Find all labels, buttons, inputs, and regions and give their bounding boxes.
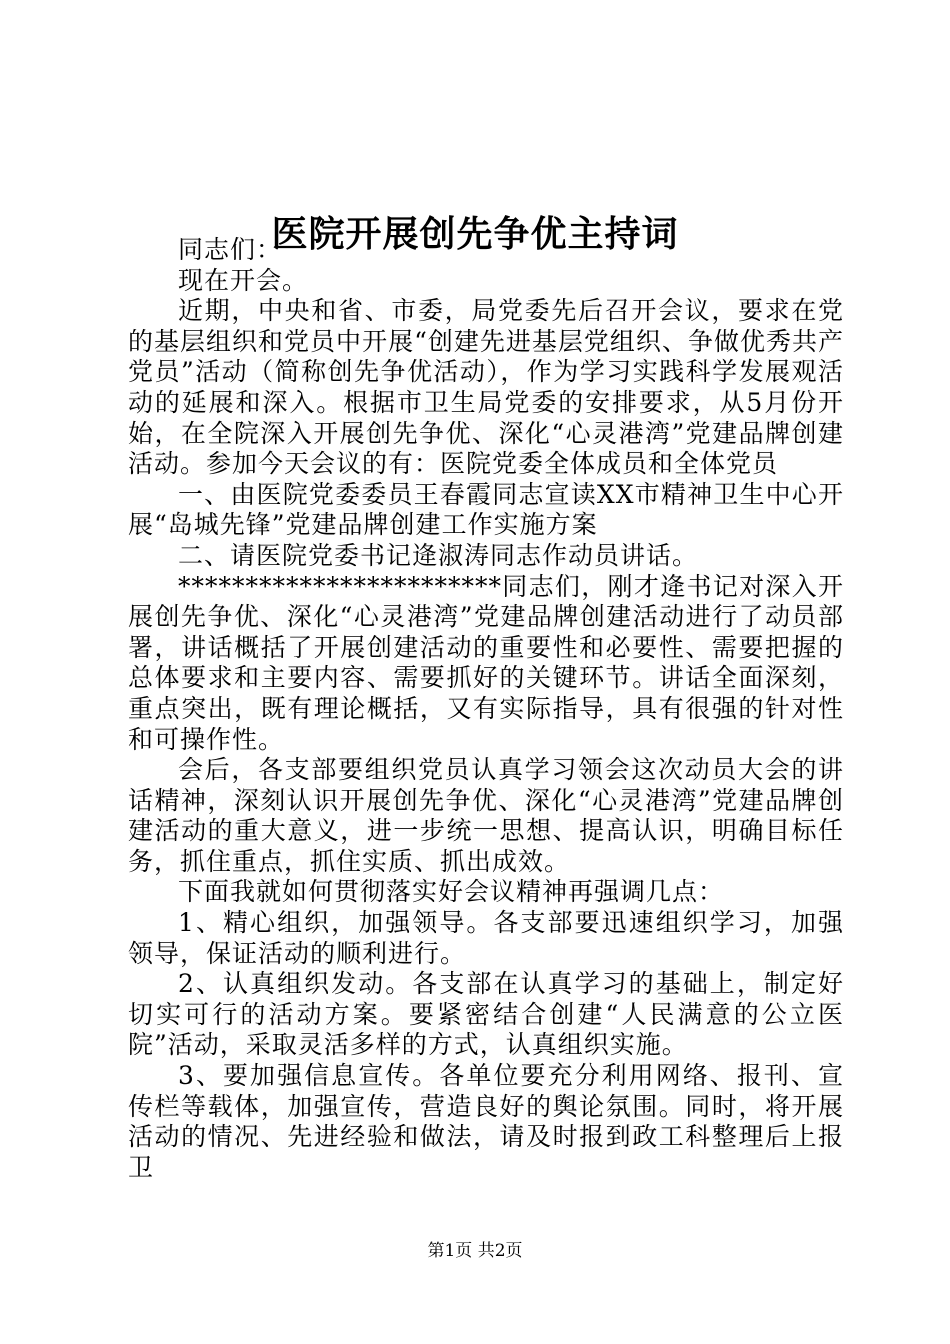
paragraph-background: 近期，中央和省、市委，局党委先后召开会议，要求在党的基层组织和党员中开展“创建先进基层党组织、争做优秀共产党员”活动（简称创先争优活动），作为学习实践科学发展观活动的延展和深入。根据市卫生局党委的安排要求，从5月份开始，在全院深入开展创先争优、深化“心灵港湾”党建品牌创建活动。参加今天会议的有：医院党委全体成员和全体党员	[128, 296, 844, 479]
paragraph-point-1: 1、精心组织，加强领导。各支部要迅速组织学习，加强领导，保证活动的顺利进行。	[128, 908, 844, 968]
paragraph-agenda-2: 二、请医院党委书记逄淑涛同志作动员讲话。	[178, 540, 699, 570]
paragraph-point-3: 3、要加强信息宣传。各单位要充分利用网络、报刊、宣传栏等载体，加强宣传，营造良好的舆论氛围。同时，将开展活动的情况、先进经验和做法，请及时报到政工科整理后上报卫	[128, 1061, 844, 1182]
document-title: 医院开展创先争优主持词	[271, 213, 679, 256]
paragraph-opening: 现在开会。	[178, 265, 309, 295]
paragraph-summary: ************************同志们，刚才逄书记对深入开展创先争优、深化“心灵港湾”党建品牌创建活动进行了动员部署，讲话概括了开展创建活动的重要性和必要性、需要把握的总体要求和主要内容、需要抓好的关键环节。讲话全面深刻，重点突出，既有理论概括，又有实际指导，具有很强的针对性和可操作性。	[128, 571, 844, 754]
paragraph-salutation: 同志们：	[178, 235, 283, 264]
paragraph-followup: 会后，各支部要组织党员认真学习领会这次动员大会的讲话精神，深刻认识开展创先争优、深化“心灵港湾”党建品牌创建活动的重大意义，进一步统一思想、提高认识，明确目标任务，抓住重点，抓住实质、抓出成效。	[128, 755, 844, 876]
paragraph-point-2: 2、认真组织发动。各支部在认真学习的基础上，制定好切实可行的活动方案。要紧密结合创建“人民满意的公立医院”活动，采取灵活多样的方式，认真组织实施。	[128, 969, 844, 1060]
document-body	[128, 235, 844, 1183]
paragraph-emphasis-intro: 下面我就如何贯彻落实好会议精神再强调几点：	[178, 877, 725, 907]
paragraph-agenda-1: 一、由医院党委委员王春霞同志宣读XX市精神卫生中心开展“岛城先锋”党建品牌创建工作实施方案	[128, 479, 844, 540]
page-footer: 第1页 共2页	[427, 1241, 523, 1261]
